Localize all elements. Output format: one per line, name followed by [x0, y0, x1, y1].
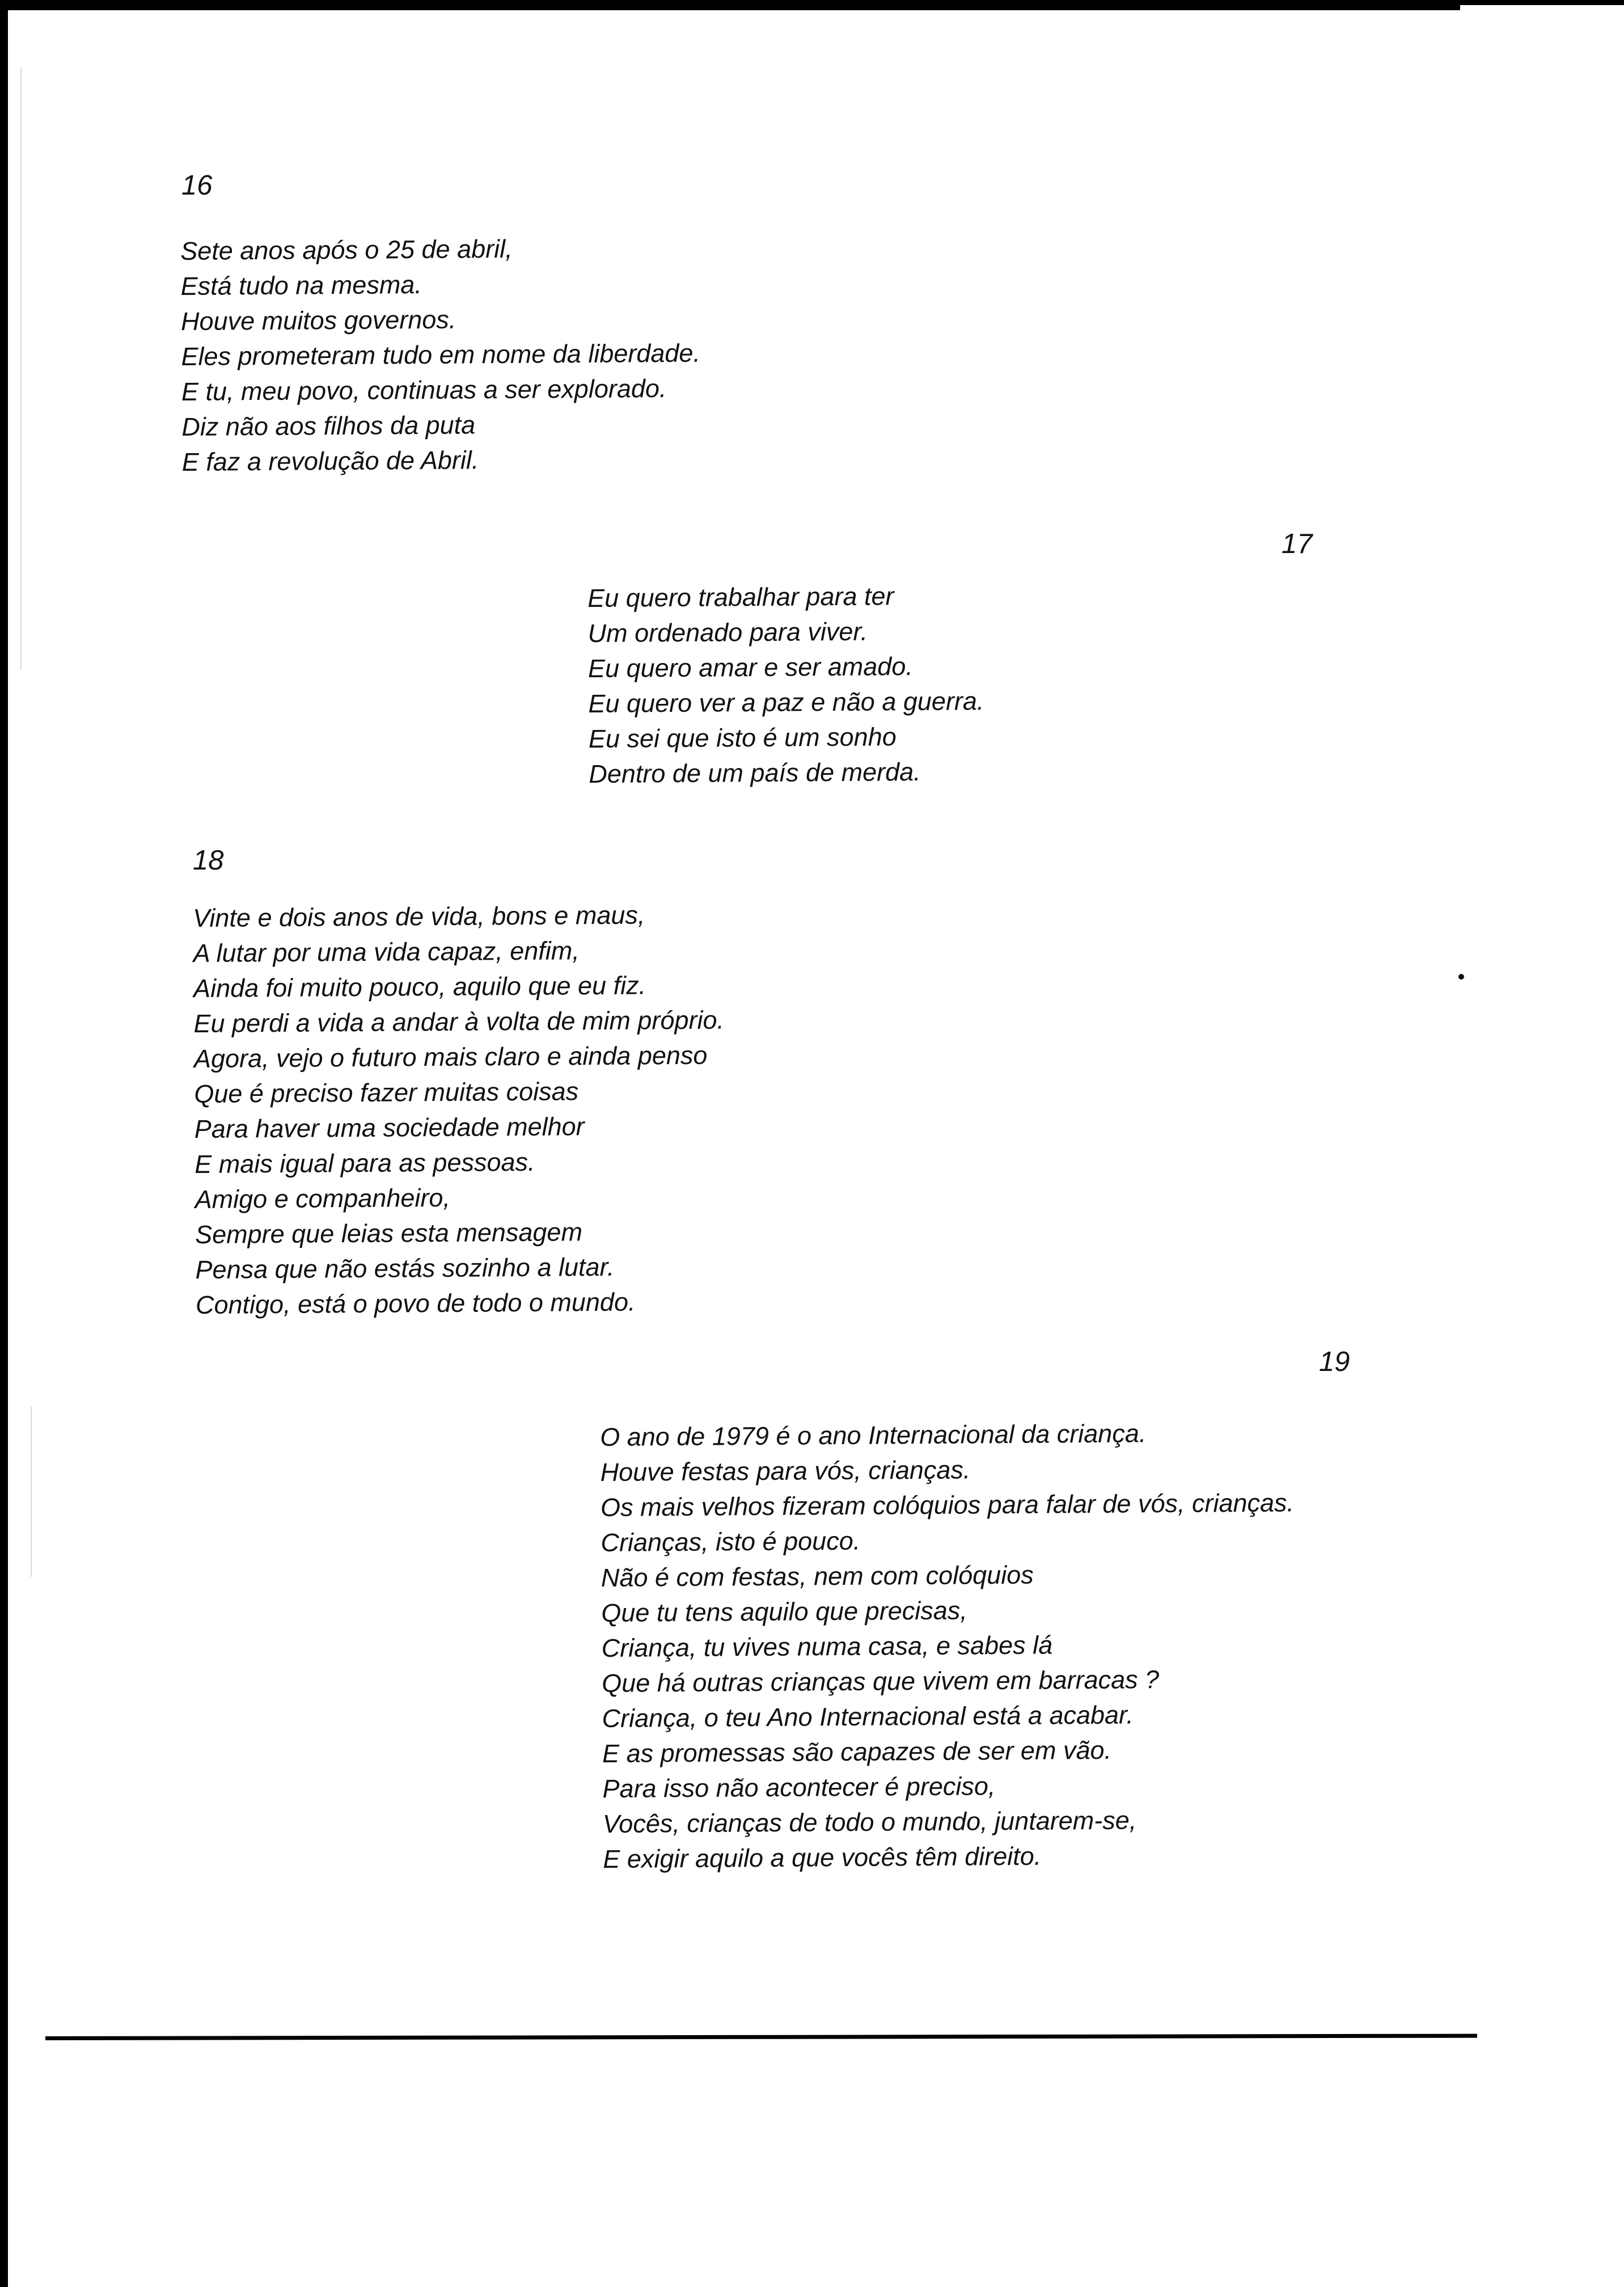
- poem-line: O ano de 1979 é o ano Internacional da criança.: [600, 1419, 1147, 1451]
- poem-line: Amigo e companheiro,: [194, 1183, 451, 1214]
- poem-line: Vocês, crianças de todo o mundo, juntarem-se,: [602, 1805, 1137, 1838]
- poem-line: Um ordenado para viver.: [587, 617, 868, 648]
- poem-line: Sete anos após o 25 de abril,: [180, 234, 513, 265]
- scan-speck: [1, 2056, 6, 2060]
- poem-line: Eu quero ver a paz e não a guerra.: [588, 686, 984, 718]
- poem-line: Eu sei que isto é um sonho: [588, 722, 896, 753]
- poem-line: Pensa que não estás sozinho a lutar.: [195, 1252, 615, 1284]
- poem-17-text: [587, 578, 985, 792]
- poem-line: E as promessas são capazes de ser em vão.: [602, 1735, 1112, 1768]
- poem-line: Agora, vejo o futuro mais claro e ainda penso: [193, 1040, 708, 1073]
- page-border-top: [0, 0, 1460, 10]
- poem-line: Ainda foi muito pouco, aquilo que eu fiz.: [193, 971, 646, 1003]
- poem-number: 16: [181, 170, 213, 201]
- poem-line: Para haver uma sociedade melhor: [194, 1112, 585, 1144]
- poem-line: E tu, meu povo, continuas a ser explorado.: [181, 374, 667, 406]
- poem-line: Que tu tens aquilo que precisas,: [601, 1596, 967, 1627]
- poem-line: Está tudo na mesma.: [180, 270, 422, 301]
- poem-number: 19: [1319, 1347, 1350, 1377]
- poem-line: E exigir aquilo a que vocês têm direito.: [603, 1841, 1042, 1874]
- poem-line: Vinte e dois anos de vida, bons e maus,: [193, 900, 645, 932]
- poem-number: 18: [193, 845, 224, 876]
- poem-line: Não é com festas, nem com colóquios: [600, 1560, 1034, 1592]
- poem-line: Crianças, isto é pouco.: [600, 1526, 861, 1557]
- poem-19-text: [600, 1415, 1297, 1877]
- poem-line: Eles prometeram tudo em nome da liberdade.: [181, 338, 701, 371]
- poem-16-text: [180, 230, 701, 480]
- poem-line: Sempre que leias esta mensagem: [194, 1217, 583, 1249]
- poem-line: Eu quero trabalhar para ter: [587, 581, 894, 613]
- poem-line: Eu quero amar e ser amado.: [587, 651, 914, 683]
- scan-artifact-line: [31, 1407, 32, 1577]
- poem-line: A lutar por uma vida capaz, enfim,: [193, 936, 580, 968]
- page-border-left: [0, 0, 8, 2287]
- poem-line: Criança, tu vives numa casa, e sabes lá: [601, 1630, 1053, 1662]
- poem-line: Os mais velhos fizeram colóquios para falar de vós, crianças.: [600, 1488, 1295, 1522]
- poem-line: Que é preciso fazer muitas coisas: [194, 1077, 579, 1108]
- poem-line: Dentro de um país de merda.: [589, 757, 921, 788]
- poem-line: Contigo, está o povo de todo o mundo.: [195, 1287, 636, 1319]
- poem-line: Criança, o teu Ano Internacional está a acabar.: [602, 1700, 1134, 1733]
- poem-line: Diz não aos filhos da puta: [181, 410, 476, 441]
- poem-line: Para isso não acontecer é preciso,: [602, 1771, 996, 1803]
- page-border-top-thin: [1460, 0, 1624, 5]
- poem-line: Que há outras crianças que vivem em barracas ?: [602, 1665, 1160, 1698]
- scan-artifact-line: [20, 68, 22, 669]
- poem-line: Houve muitos governos.: [180, 305, 456, 336]
- ink-dot: [1458, 974, 1464, 980]
- poem-18-text: [193, 897, 726, 1323]
- poem-line: Houve festas para vós, crianças.: [600, 1455, 971, 1487]
- poem-number: 17: [1282, 529, 1313, 559]
- poem-line: E mais igual para as pessoas.: [194, 1147, 535, 1179]
- bottom-rule: [45, 2034, 1477, 2040]
- poem-line: E faz a revolução de Abril.: [181, 445, 479, 476]
- poem-line: Eu perdi a vida a andar à volta de mim próprio.: [193, 1005, 725, 1038]
